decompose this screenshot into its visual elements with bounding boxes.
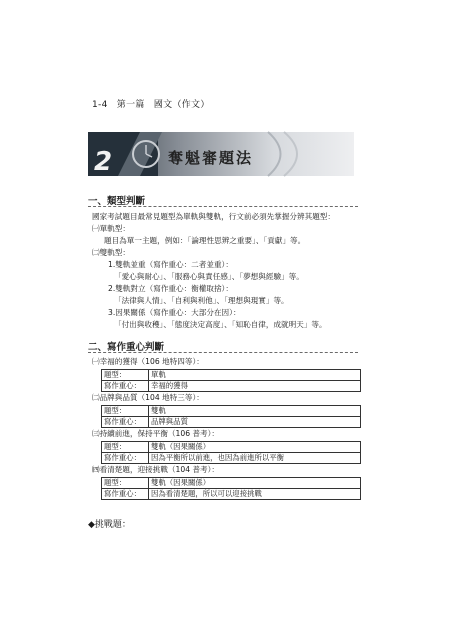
table-row (102, 442, 361, 453)
double-item-label: 3.因果關係（寫作重心：大部分在因）： (108, 308, 241, 317)
table-key: 寫作重心： (102, 453, 149, 464)
double-item-label: 1.雙軌並重（寫作重心：二者並重）： (108, 260, 233, 269)
table-row (102, 370, 361, 381)
double-track-label: ㈡雙軌型： (92, 248, 130, 257)
table-key: 寫作重心： (102, 489, 149, 500)
table-row (102, 453, 361, 464)
example-label: ㈠幸福的獲得（106 地特四等）： (92, 357, 204, 366)
example-label: ㈡品牌與品質（104 地特三等）： (92, 393, 204, 402)
example-table (101, 405, 361, 428)
section2-heading: 二、寫作重心判斷 (88, 342, 165, 353)
section1-heading: 一、類型判斷 (88, 196, 146, 207)
table-key: 寫作重心： (102, 381, 149, 392)
table-row (102, 406, 361, 417)
table-key: 寫作重心： (102, 417, 149, 428)
double-item-example: 「法律與人情」、「自利與利他」、「理想與現實」等。 (114, 296, 289, 305)
table-value: 單軌 (149, 370, 361, 381)
section1-rule (88, 206, 358, 207)
table-value: 幸福的獲得 (149, 381, 361, 392)
table-row (102, 417, 361, 428)
table-key: 題型： (102, 406, 149, 417)
section2-rule (88, 352, 358, 353)
example-table (101, 441, 361, 464)
double-item-example: 「付出與收穫」、「態度決定高度」、「知恥自律，成就明天」等。 (114, 320, 327, 329)
single-track-label: ㈠單軌型： (92, 224, 130, 233)
example-table (101, 369, 361, 392)
table-key: 題型： (102, 442, 149, 453)
svg-text:2: 2 (94, 147, 113, 177)
single-track-desc: 題目為單一主題，例如：「論理性思辨之重要」、「貢獻」等。 (104, 236, 306, 245)
subject-label: 國文（作文） (153, 100, 210, 110)
table-key: 題型： (102, 370, 149, 381)
example-label: ㈢持續前進，保持平衡（106 普考）： (92, 429, 220, 438)
part-label: 第一篇 (116, 100, 145, 110)
double-item-label: 2.雙軌對立（寫作重心：衡權取捨）： (108, 284, 233, 293)
table-value: 因為看清楚題，所以可以迎接挑戰 (149, 489, 361, 500)
table-row (102, 381, 361, 392)
table-value: 品牌與品質 (149, 417, 361, 428)
table-value: 雙軌 (149, 406, 361, 417)
section1-intro: 國家考試題目最常見題型為單軌與雙軌，行文前必須先掌握分辨其題型： (92, 212, 335, 221)
table-row (102, 478, 361, 489)
example-table (101, 477, 361, 500)
page-number: 1-4 (92, 100, 108, 110)
example-label: ㈣看清楚題，迎接挑戰（104 普考）： (92, 465, 220, 474)
challenge-label: ◆挑戰題： (88, 520, 131, 530)
page-header (92, 97, 216, 110)
table-value: 雙軌（因果關係） (149, 442, 361, 453)
table-value: 雙軌（因果關係） (149, 478, 361, 489)
table-key: 題型： (102, 478, 149, 489)
chapter-title: 奪魁審題法 (168, 149, 254, 167)
table-value: 因為平衡所以前進，也因為前進所以平衡 (149, 453, 361, 464)
table-row (102, 489, 361, 500)
double-item-example: 「愛心與耐心」、「服務心與責任感」、「夢想與經驗」等。 (114, 272, 304, 281)
